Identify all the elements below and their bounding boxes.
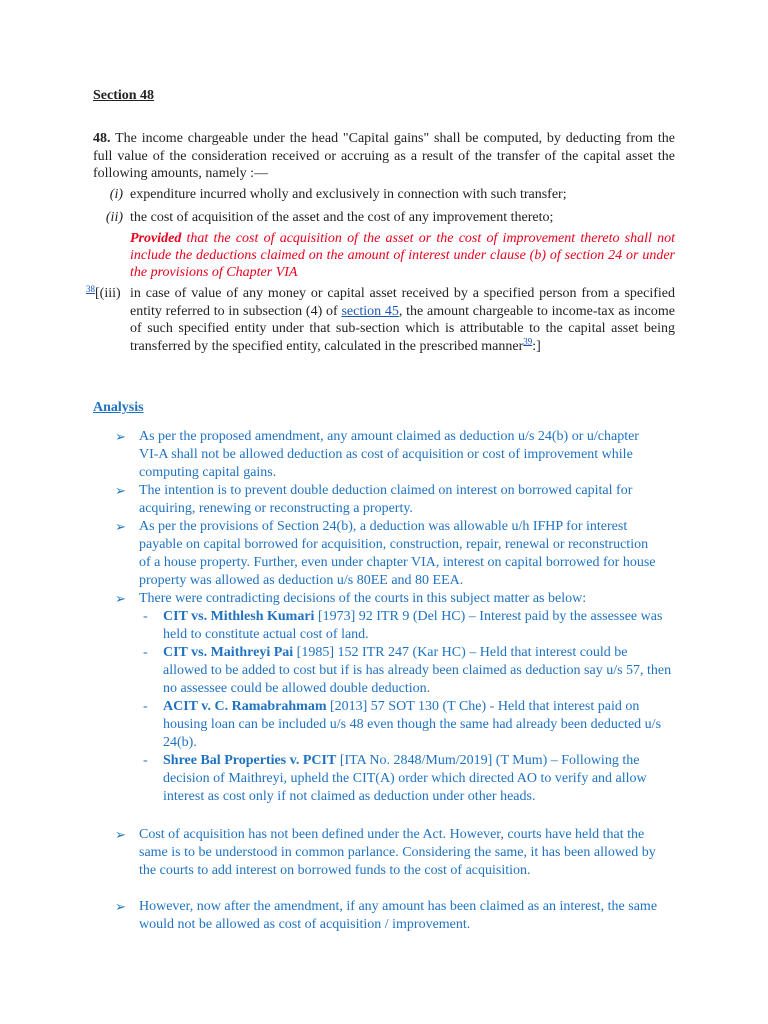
proviso-lead: Provided	[130, 231, 182, 246]
clause-number: (i)	[109, 187, 123, 202]
clause-number: (ii)	[105, 210, 123, 225]
arrow-bullet-icon: ➢	[115, 591, 126, 606]
document-page: Section 48 48. The income chargeable under the head "Capital gains" shall be computed, by deducting from the full value of the consideration received or accruing as a result of the transfer of the capital asset the following amounts, namely :— (i) expenditure incurred wholly and exclusively in connection with such transfer; (ii) the cost of acquisition of the asset and the cost of any improvement thereto; Provided that the cost of acquisition of the asset or the cost of improvement thereto shall not include the deductions claimed on the amount of interest under clause (b) of section 24 or under the provisions of Chapter VIA 38 [(iii) in case of value of any money or capital asset received by a specified person from a specified entity referred to in subsection (4) of section 45, the amount chargeable to income-tax as income of such specified entity under that sub-section which is attributable to the capital asset being transferred by the specified entity, calculated in the prescribed manner$^{39}$:] Analysis ➢ As per the proposed amendment, any amount claimed as deduction u/s 24(b) or u/chapter VI-A shall not be allowed deduction as cost of acquisition or cost of improvement while computing capital gains. ➢ The intention is to prevent double deduction claimed on interest on borrowed capital for acquiring, renewing or reconstructing a property. ➢ As per the provisions of Section 24(b), a deduction was allowable u/h IFHP for interest payable on capital borrowed for acquisition, construction, repair, renewal or reconstruction of a house property. Further, even under chapter VIA, interest on capital borrowed for house property was allowed as deduction u/s 80EE and 80 EEA. ➢ There were contradicting decisions of the courts in this subject matter as below: - CIT vs. Mithlesh Kumari [1973] 92 ITR 9 (Del HC) – Interest paid by the assessee was held to constitute actual cost of land. - CIT vs. Maithreyi Pai [1985] 152 ITR 247 (Kar HC) – Held that interest could be allowed to be added to cost but if is has already been claimed as deduction say u/s 57, then no assessee could be allowed double deduction. - ACIT v. C. Ramabrahmam [2013] 57 SOT 130 (T Che) - Held that interest paid on housing loan can be included u/s 48 even though the same had already been deducted u/s 24(b). - Shree Bal Properties v. PCIT [ITA No. 2848/Mum/2019] (T Mum) – Following the decision of Maithreyi, upheld the CIT(A) order which directed AO to verify and allow interest as cost only if not claimed as deduction under other heads. ➢ Cost of acquisition has not been defined under the Act. However, courts have held that the same is to be understood in common parlance. Considering the same, it has been allowed by the courts to add interest on borrowed funds to the cost of acquisition. ➢ However, now after the amendment, if any amount has been claimed as an interest, the same would not be allowed as cost of acquisition / improvement.	[86, 88, 675, 932]
case-name: CIT vs. Maithreyi Pai	[163, 645, 294, 660]
analysis-heading: Analysis	[93, 400, 144, 415]
clause-iii-text: in case of value of any money or capital asset received by a specified person from a specified entity referred to in subsection (4) of section 45, the amount chargeable to income-tax as income of such specified entity under that sub-section which is attributable to the capital asset being transferred by the specified entity, calculated in the prescribed manner$^{39}$:]	[130, 286, 675, 354]
footnote-ref-link[interactable]: 38	[86, 284, 95, 294]
clause-number: [(iii)	[95, 286, 121, 301]
section-45-link[interactable]: section 45	[341, 303, 399, 319]
clause-text: expenditure incurred wholly and exclusively in connection with such transfer;	[130, 187, 567, 202]
clause-text: the cost of acquisition of the asset and the cost of any improvement thereto;	[130, 210, 554, 225]
case-name: Shree Bal Properties v. PCIT	[163, 753, 337, 768]
case-name: CIT vs. Mithlesh Kumari	[163, 609, 315, 624]
dash-bullet: -	[143, 753, 148, 768]
dash-bullet: -	[143, 699, 148, 714]
arrow-bullet-icon: ➢	[115, 899, 126, 914]
section-heading: Section 48	[93, 88, 155, 103]
proviso-body: that the cost of acquisition of the asset or the cost of improvement thereto shall not include the deductions claimed on the amount of interest under clause (b) of section 24 or under the provisions of Chapter VIA	[130, 231, 675, 280]
arrow-bullet-icon: ➢	[115, 429, 126, 444]
dash-bullet: -	[143, 609, 148, 624]
dash-bullet: -	[143, 645, 148, 660]
section-48-paragraph	[93, 130, 675, 183]
section-48-text: The income chargeable under the head "Capital gains" shall be computed, by deducting from the full value of the consideration received or accruing as a result of the transfer of the capital asset the following amounts, namely :—	[93, 131, 675, 181]
arrow-bullet-icon: ➢	[115, 483, 126, 498]
arrow-bullet-icon: ➢	[115, 519, 126, 534]
arrow-bullet-icon: ➢	[115, 827, 126, 842]
case-name: ACIT v. C. Ramabrahmam	[163, 699, 327, 714]
proviso-text	[130, 230, 675, 281]
section-number: 48.	[93, 131, 111, 146]
footnote-end-link[interactable]: 39	[523, 335, 533, 346]
